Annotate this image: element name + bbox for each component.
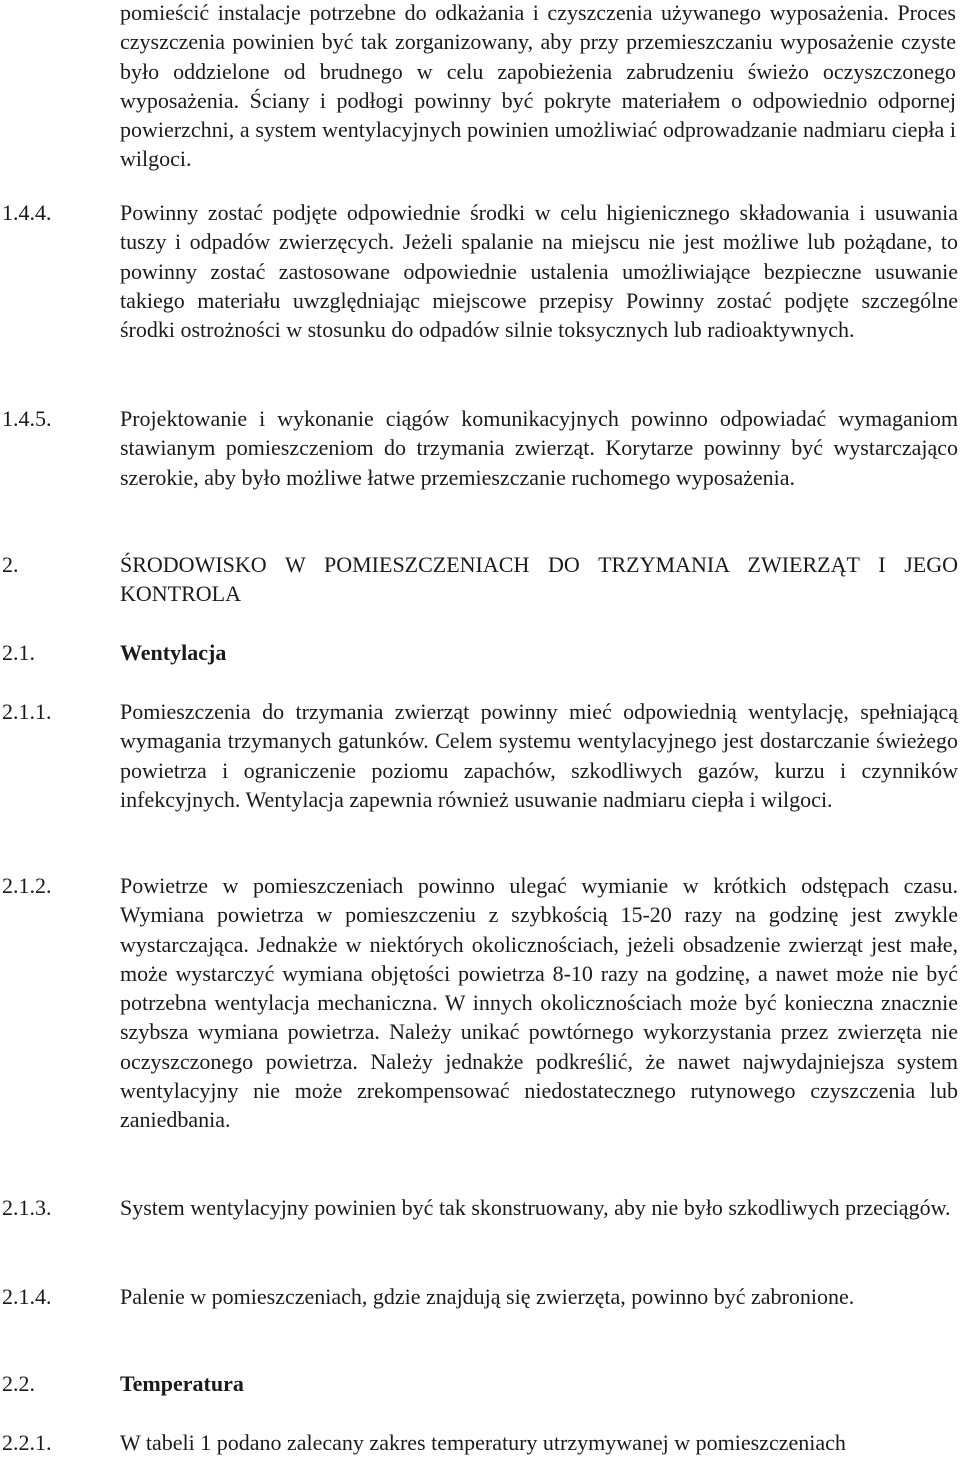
section-2-1-4 <box>2 1282 958 1311</box>
section-text: W tabeli 1 podano zalecany zakres temperatury utrzymywanej w pomieszczeniach <box>120 1430 846 1455</box>
section-2-2-1 <box>2 1428 958 1457</box>
section-number: 2.1. <box>2 640 35 665</box>
section-2-1 <box>2 638 958 667</box>
section-number: 2.1.3. <box>2 1195 52 1220</box>
section-2 <box>2 550 958 609</box>
chapter-title: ŚRODOWISKO W POMIESZCZENIACH DO TRZYMANIA ZWIERZĄT I JEGO KONTROLA <box>120 552 958 607</box>
section-number: 2.1.2. <box>2 873 52 898</box>
section-text: System wentylacyjny powinien być tak skonstruowany, aby nie było szkodliwych przeciągów. <box>120 1195 951 1220</box>
section-2-2 <box>2 1369 958 1398</box>
section-number: 2.1.4. <box>2 1284 52 1309</box>
section-2-1-2 <box>2 871 958 1135</box>
section-text: Pomieszczenia do trzymania zwierząt powinny mieć odpowiednią wentylację, spełniającą wymagania trzymanych gatunków. Celem systemu wentylacyjnego jest dostarczanie świeżego powietrza i ograniczenie poziomu zapachów, szkodliwych gazów, kurzu i czynników infekcyjnych. Wentylacja zapewnia również usuwanie nadmiaru ciepła i wilgoci. <box>120 699 958 812</box>
section-heading: Wentylacja <box>120 640 227 665</box>
section-number: 2. <box>2 552 19 577</box>
section-number: 1.4.5. <box>2 406 52 431</box>
section-text: Powinny zostać podjęte odpowiednie środki w celu higienicznego składowania i usuwania tuszy i odpadów zwierzęcych. Jeżeli spalanie na miejscu nie jest możliwe lub pożądane, to powinny zostać zastosowane odpowiednie ustalenia umożliwiające bezpieczne usuwanie takiego materiału uwzględniając miejscowe przepisy Powinny zostać podjęte szczególne środki ostrożności w stosunku do odpadów silnie toksycznych lub radioaktywnych. <box>120 200 958 343</box>
section-heading: Temperatura <box>120 1371 244 1396</box>
section-number: 2.1.1. <box>2 699 52 724</box>
section-1-4-4 <box>2 198 958 344</box>
section-text: Projektowanie i wykonanie ciągów komunikacyjnych powinno odpowiadać wymaganiom stawianym pomieszczeniom do trzymania zwierząt. Korytarze powinny być wystarczająco szerokie, aby było możliwe łatwe przemieszczanie ruchomego wyposażenia. <box>120 406 958 490</box>
section-number: 1.4.4. <box>2 200 52 225</box>
section-1-4-5 <box>2 404 958 492</box>
section-number: 2.2. <box>2 1371 35 1396</box>
continuation-paragraph: pomieścić instalacje potrzebne do odkażania i czyszczenia używanego wyposażenia. Proces czyszczenia powinien być tak zorganizowany, aby przy przemieszczaniu wyposażenie czyste było oddzielone od brudnego w celu zapobieżenia zabrudzeniu świeżo oczyszczonego wyposażenia. Ściany i podłogi powinny być pokryte materiałem o odpowiednio odpornej powierzchni, a system wentylacyjnych powinien umożliwiać odprowadzanie nadmiaru ciepła i wilgoci. <box>120 0 956 172</box>
section-text: Palenie w pomieszczeniach, gdzie znajdują się zwierzęta, powinno być zabronione. <box>120 1284 855 1309</box>
section-text: Powietrze w pomieszczeniach powinno ulegać wymianie w krótkich odstępach czasu. Wymiana powietrza w pomieszczeniu z szybkością 15-20 razy na godzinę jest zwykle wystarczająca. Jednakże w niektórych okolicznościach, jeżeli obsadzenie zwierząt jest małe, może wystarczyć wymiana objętości powietrza 8-10 razy na godzinę, a nawet może nie być potrzebna wentylacja mechaniczna. W innych okolicznościach może być konieczna znacznie szybsza wymiana powietrza. Należy unikać powtórnego wykorzystania przez zwierzęta nie oczyszczonego powietrza. Należy jednakże podkreślić, że nawet najwydajniejsza system wentylacyjny nie może zrekompensować niedostatecznego rutynowego czyszczenia lub zaniedbania. <box>120 873 958 1133</box>
section-2-1-3 <box>2 1193 958 1222</box>
section-2-1-1 <box>2 697 958 814</box>
section-number: 2.2.1. <box>2 1430 52 1455</box>
